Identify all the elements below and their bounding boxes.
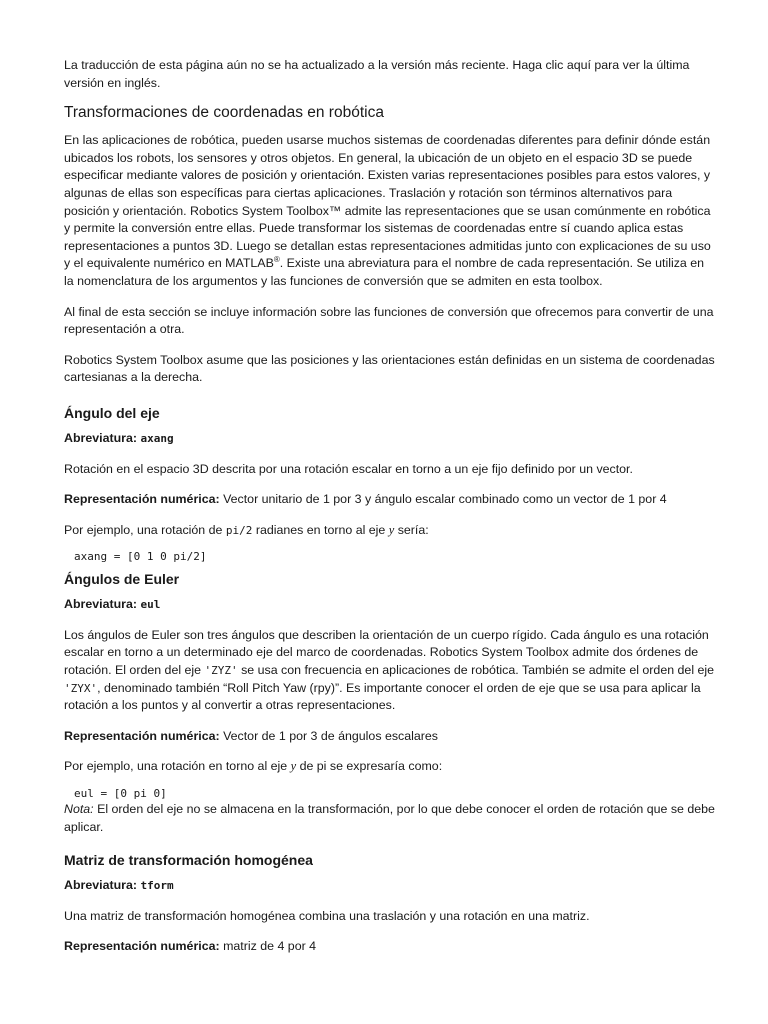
eul-numeric-rep [64, 728, 716, 746]
eul-example [64, 758, 716, 776]
section-heading-tform: Matriz de transformación homogénea [64, 852, 313, 869]
abbr-label: Abreviatura: [64, 597, 137, 612]
eul-desc-c: , denominado también “Roll Pitch Yaw (rpy)”. Es importante conocer el orden de eje que se usa para aplicar la rotación a los puntos y al convertir a otras representaciones. [64, 680, 701, 713]
registered-mark: ® [273, 255, 280, 265]
eul-example-text-b: de pi se expresaría como: [296, 759, 443, 774]
axang-example-text-b: radianes en torno al eje [252, 522, 389, 537]
axang-example-var: y [388, 522, 395, 537]
eul-example-text-a: Por ejemplo, una rotación en torno al eje [64, 759, 291, 774]
eul-desc-b: se usa con frecuencia en aplicaciones de robótica. También se admite el orden del eje [237, 663, 715, 678]
numrep-label: Representación numérica: [64, 939, 220, 954]
axang-code-block: axang = [0 1 0 pi/2] [74, 550, 207, 564]
axang-example-text-c: sería: [394, 522, 429, 537]
axang-example [64, 522, 716, 540]
intro-paragraph-1 [64, 132, 716, 290]
eul-example-var: y [290, 759, 297, 774]
axang-numrep-text: Vector unitario de 1 por 3 y ángulo escalar combinado como un vector de 1 por 4 [223, 492, 667, 507]
eul-note-text: El orden del eje no se almacena en la transformación, por lo que debe conocer el orden de rotación que se debe aplicar. [64, 802, 715, 834]
eul-code-zyz: 'ZYZ' [204, 664, 238, 678]
intro-paragraph-2: Al final de esta sección se incluye información sobre las funciones de conversión que ofrecemos para convertir de una representación a otra. [64, 304, 714, 337]
tform-numrep-text: matriz de 4 por 4 [223, 939, 317, 954]
intro-text-1b: . Existe una abreviatura para el nombre de cada representación. Se utiliza en la nomenclatura de los argumentos y las funciones de conversión que se admiten en esta toolbox. [64, 256, 705, 288]
eul-abbreviation [64, 596, 716, 614]
section-heading-eul: Ángulos de Euler [64, 571, 180, 588]
axang-abbreviation [64, 430, 716, 448]
note-label: Nota: [64, 802, 94, 817]
eul-code-zyx: 'ZYX' [64, 681, 98, 695]
intro-paragraph-3: Robotics System Toolbox asume que las posiciones y las orientaciones están definidas en un sistema de coordenadas cartesianas a la derecha. [64, 352, 715, 385]
numrep-label: Representación numérica: [64, 728, 220, 743]
numrep-label: Representación numérica: [64, 492, 220, 507]
abbr-label: Abreviatura: [64, 878, 137, 893]
eul-desc-a: Los ángulos de Euler son tres ángulos que describen la orientación de un cuerpo rígido. Cada ángulo es una rotación escalar en torno a un determinado eje del marco de coordenadas. Robotics System Toolbox admite dos órdenes de rotación. El orden del eje [64, 627, 709, 678]
tform-abbr-code: tform [140, 879, 174, 893]
eul-abbr-code: eul [140, 598, 161, 612]
axang-abbr-code: axang [140, 431, 174, 445]
eul-note [64, 801, 716, 836]
tform-description: Una matriz de transformación homogénea combina una traslación y una rotación en una matriz. [64, 908, 590, 923]
eul-numrep-text: Vector de 1 por 3 de ángulos escalares [223, 728, 438, 743]
tform-numeric-rep [64, 938, 716, 956]
page-title: Transformaciones de coordenadas en robótica [64, 104, 384, 122]
section-heading-axang: Ángulo del eje [64, 404, 160, 421]
intro-text-1a: En las aplicaciones de robótica, pueden usarse muchos sistemas de coordenadas diferentes para definir dónde están ubicados los robots, los sensores y otros objetos. En general, la ubicación de un objeto en el espacio 3D se puede especificar mediante valores de posición y orientación. Existen varias representaciones posibles para estos valores, y algunas de ellas son específicas para ciertas aplicaciones. Traslación y rotación son términos alternativos para posición y orientación. Robotics System Toolbox™ admite las representaciones que se usan comúnmente en robótica y permite la conversión entre ellas. Puede transformar los sistemas de coordenadas entre sí cuando aplica estas representaciones a puntos 3D. Luego se detallan estas representaciones admitidas junto con explicaciones de su uso y el equivalente numérico en MATLAB [64, 133, 711, 271]
tform-abbreviation [64, 877, 716, 895]
axang-description: Rotación en el espacio 3D descrita por una rotación escalar en torno a un eje fijo definido por un vector. [64, 461, 633, 476]
abbr-label: Abreviatura: [64, 430, 137, 445]
axang-example-text-a: Por ejemplo, una rotación de [64, 522, 226, 537]
eul-description [64, 627, 716, 715]
translation-notice[interactable]: La traducción de esta página aún no se ha actualizado a la versión más reciente. Haga clic aquí para ver la última versión en inglés. [64, 58, 690, 90]
axang-numeric-rep [64, 491, 716, 509]
eul-code-block: eul = [0 pi 0] [74, 787, 167, 801]
axang-example-code: pi/2 [225, 523, 253, 537]
